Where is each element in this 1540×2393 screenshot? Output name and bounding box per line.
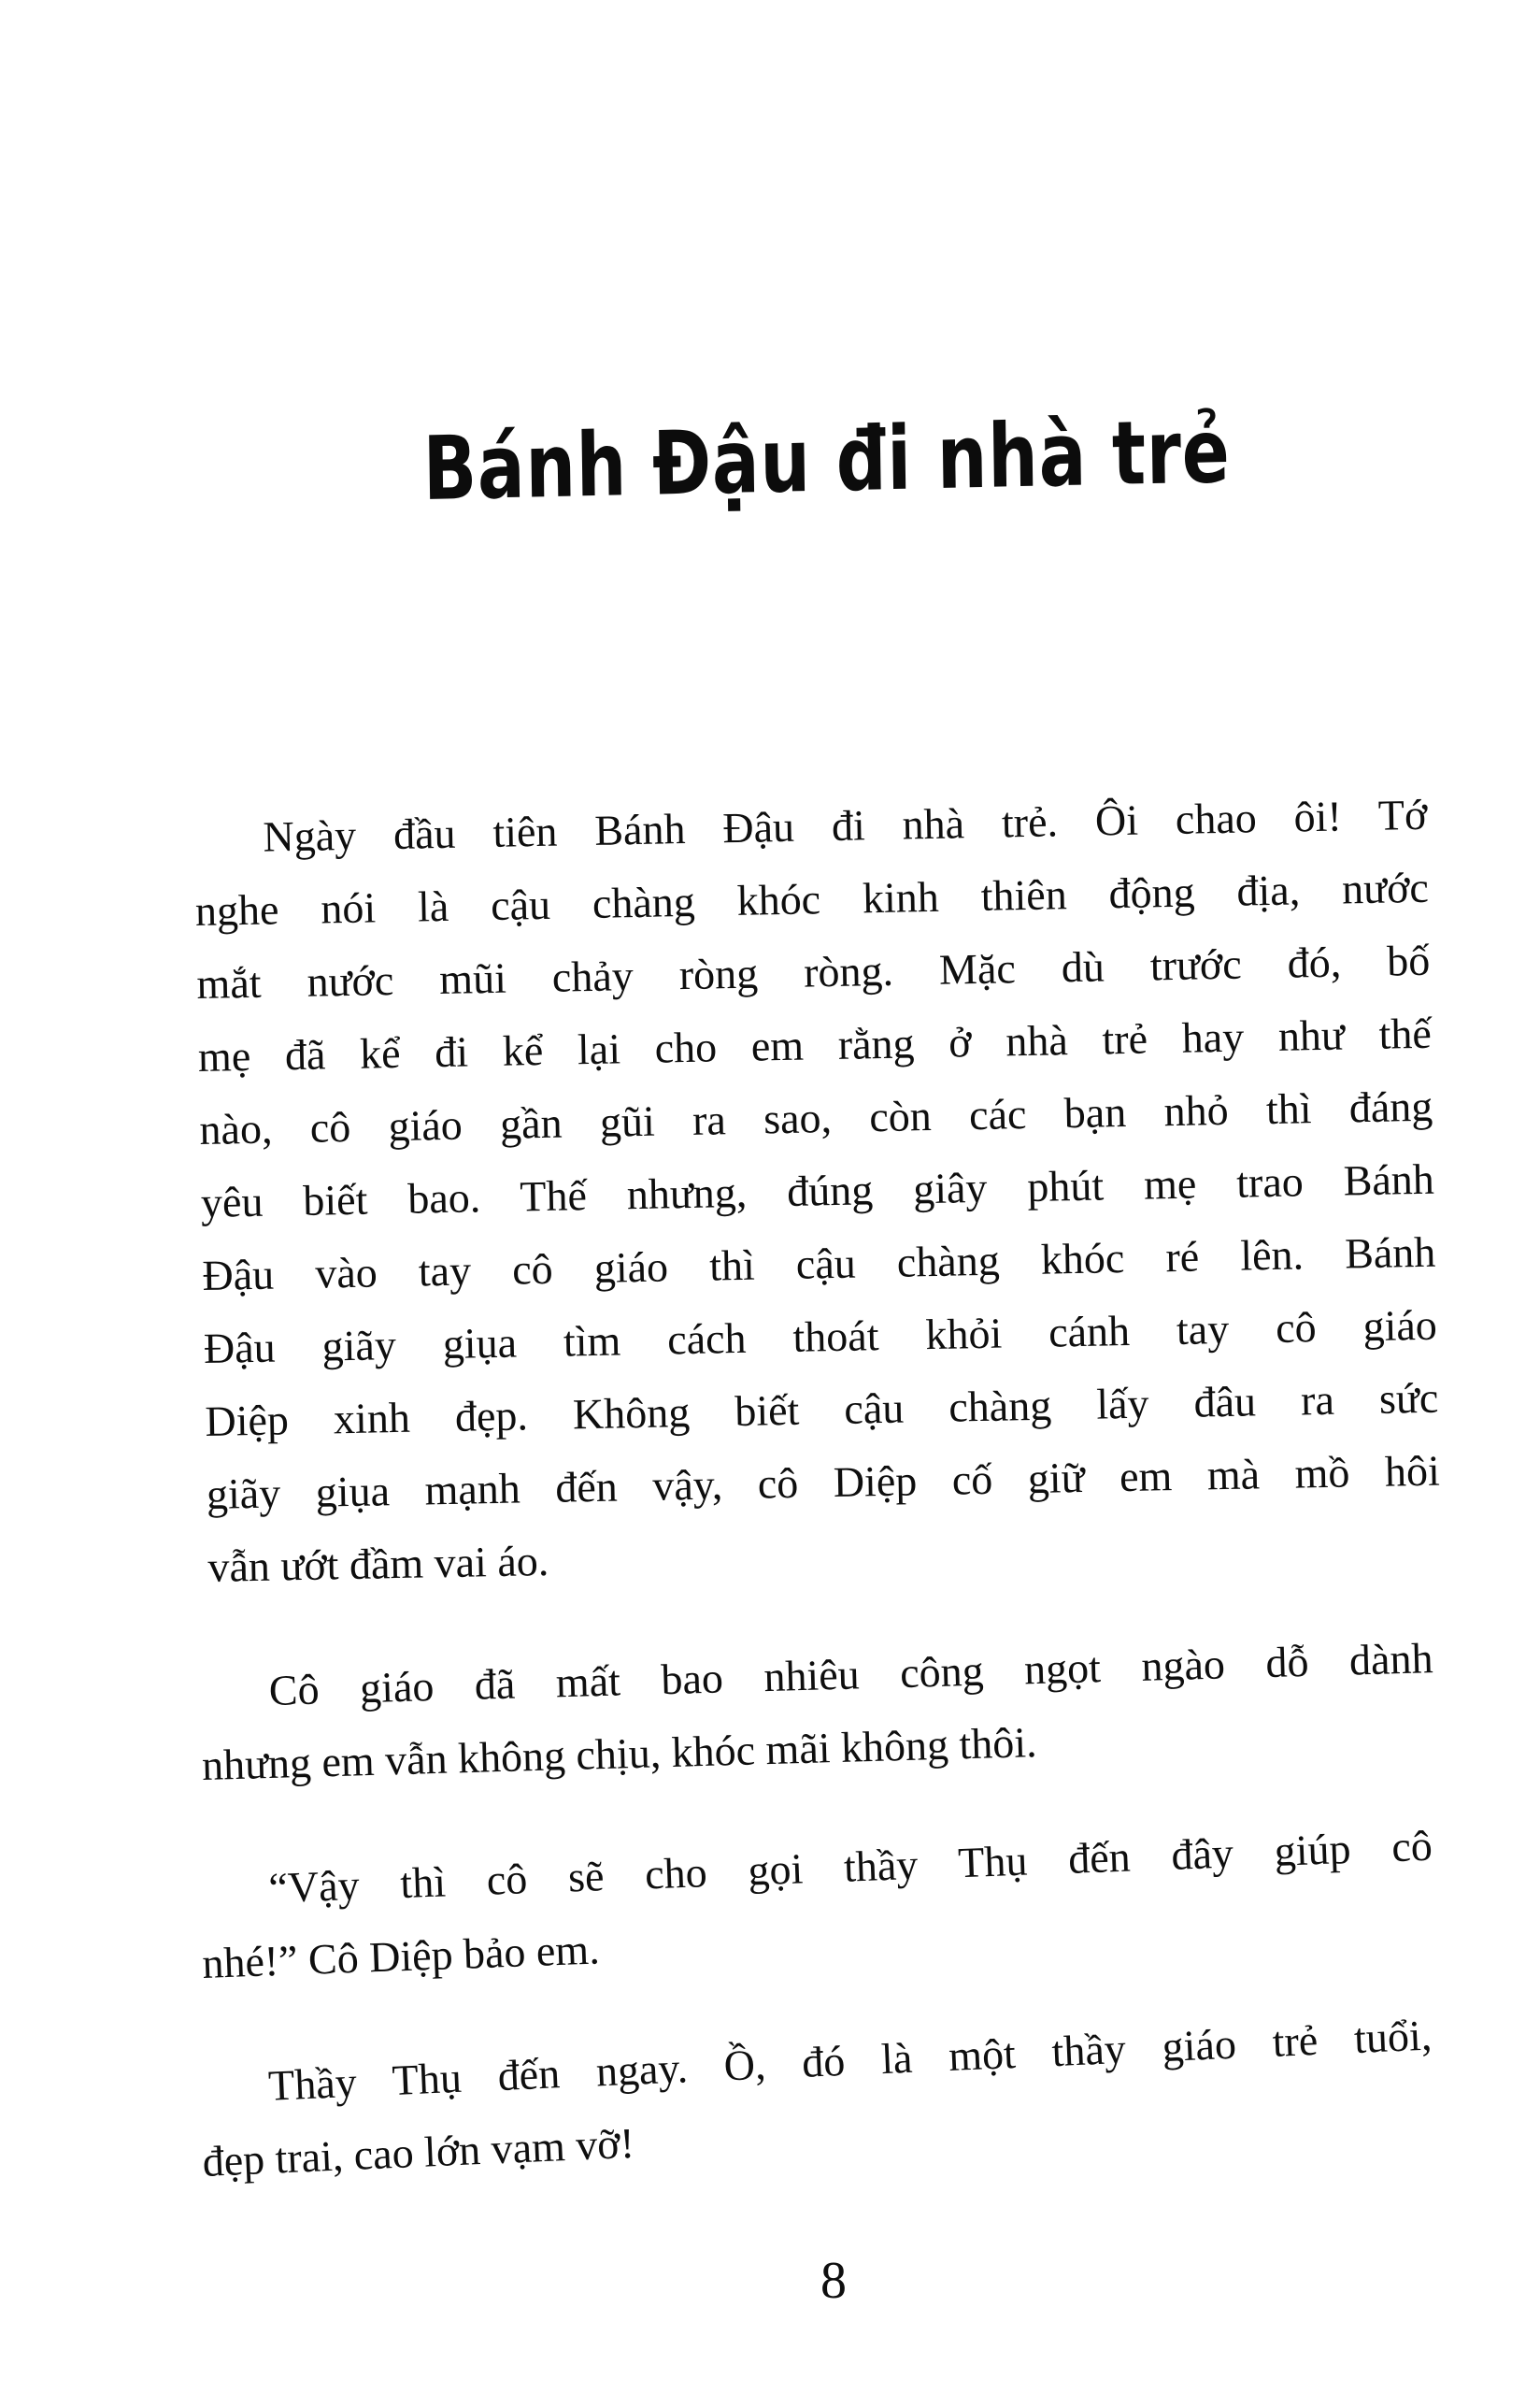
paragraph-3 (198, 1810, 1436, 2000)
text-line: Ngày đầu tiên Bánh Đậu đi nhà trẻ. Ôi chao ôi! Tớ (263, 790, 1428, 861)
text-line: đẹp trai, cao lớn vạm vỡ! (201, 2118, 635, 2185)
text-line: Cô giáo đã mất bao nhiêu công ngọt ngào dỗ dành (268, 1634, 1434, 1714)
text-line: Đậu giãy giụa tìm cách thoát khỏi cánh tay cô giáo (203, 1300, 1438, 1372)
text-line: mắt nước mũi chảy ròng ròng. Mặc dù trước đó, bố (196, 936, 1431, 1009)
text-line: Thầy Thụ đến ngay. Ồ, đó là một thầy giáo trẻ tuổi, (267, 2011, 1433, 2110)
text-line: giãy giụa mạnh đến vậy, cô Diệp cố giữ em mà mồ hôi (206, 1446, 1441, 1518)
paragraph-4 (198, 1999, 1437, 2198)
paragraph-1 (193, 779, 1442, 1604)
page-number: 8 (820, 2252, 847, 2310)
paragraph-2 (199, 1622, 1436, 1802)
chapter-title: Bánh Đậu đi nhà trẻ (422, 401, 1232, 521)
text-line: nghe nói là cậu chàng khóc kinh thiên động địa, nước (194, 863, 1430, 936)
text-line: Đậu vào tay cô giáo thì cậu chàng khóc ré lên. Bánh (201, 1227, 1436, 1299)
text-line: nhé!” Cô Diệp bảo em. (201, 1925, 601, 1987)
text-line: nhưng em vẫn không chịu, khóc mãi không thôi. (201, 1718, 1038, 1789)
text-line: Diệp xinh đẹp. Không biết cậu chàng lấy đâu ra sức (204, 1373, 1439, 1445)
text-line: nào, cô giáo gần gũi ra sao, còn các bạn nhỏ thì đáng (199, 1082, 1433, 1154)
text-line: “Vậy thì cô sẽ cho gọi thầy Thụ đến đây giúp cô (267, 1821, 1433, 1913)
text-line: yêu biết bao. Thế nhưng, đúng giây phút mẹ trao Bánh (200, 1154, 1435, 1226)
text-line: vẫn ướt đầm vai áo. (207, 1536, 549, 1591)
body-text (194, 790, 1441, 2251)
text-line: mẹ đã kể đi kể lại cho em rằng ở nhà trẻ hay như thế (197, 1009, 1433, 1082)
